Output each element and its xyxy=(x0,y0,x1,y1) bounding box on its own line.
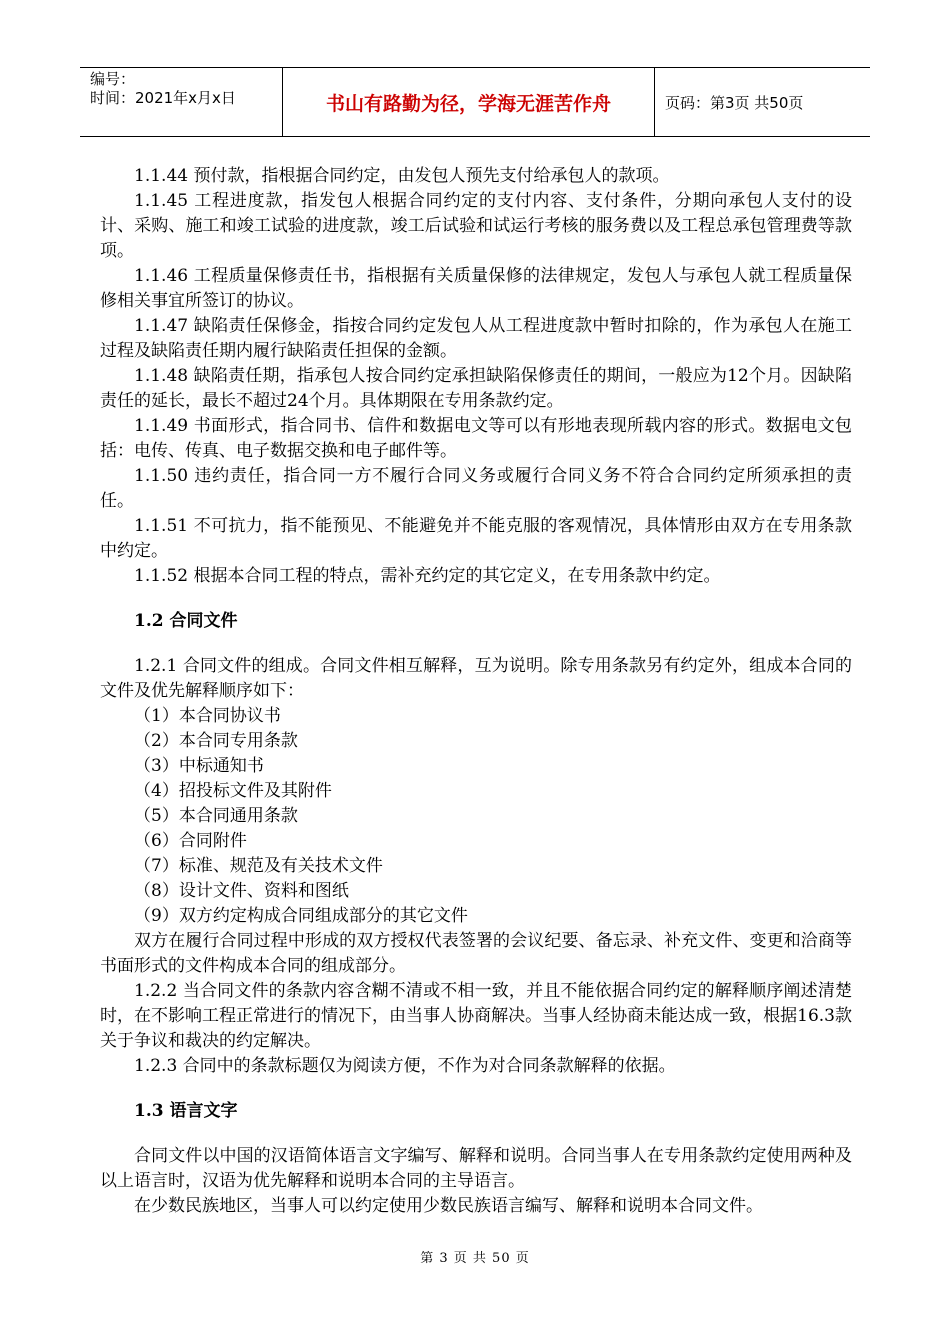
list-item: （4）招投标文件及其附件 xyxy=(134,781,332,801)
paragraph: 1.1.52 根据本合同工程的特点，需补充约定的其它定义，在专用条款中约定。 xyxy=(134,566,721,586)
paragraph: 1.2.3 合同中的条款标题仅为阅读方便，不作为对合同条款解释的依据。 xyxy=(134,1056,676,1076)
list-item: （9）双方约定构成合同组成部分的其它文件 xyxy=(134,906,468,926)
list-item: （8）设计文件、资料和图纸 xyxy=(134,881,349,901)
paragraph: 1.1.44 预付款，指根据合同约定，由发包人预先支付给承包人的款项。 xyxy=(134,166,670,186)
list-item: （1）本合同协议书 xyxy=(134,706,281,726)
list-item: （7）标准、规范及有关技术文件 xyxy=(134,856,383,876)
paragraph: 1.1.50 违约责任，指合同一方不履行合同义务或履行合同义务不符合合同约定所须承担的责任。 xyxy=(100,466,852,511)
page-footer: 第 3 页 共 50 页 xyxy=(420,1251,530,1266)
document-body xyxy=(100,164,852,1219)
paragraph: 1.1.45 工程进度款，指发包人根据合同约定的支付内容、支付条件，分期向承包人支付的设计、采购、施工和竣工试验的进度款，竣工后试验和试运行考核的服务费以及工程总承包管理费等款项。 xyxy=(100,191,852,261)
paragraph: 合同文件以中国的汉语简体语言文字编写、解释和说明。合同当事人在专用条款约定使用两种及以上语言时，汉语为优先解释和说明本合同的主导语言。 xyxy=(100,1146,852,1191)
section-heading: 1.2 合同文件 xyxy=(134,611,238,631)
paragraph: 1.1.49 书面形式，指合同书、信件和数据电文等可以有形地表现所载内容的形式。数据电文包括：电传、传真、电子数据交换和电子邮件等。 xyxy=(100,416,852,461)
paragraph: 1.2.1 合同文件的组成。合同文件相互解释，互为说明。除专用条款另有约定外，组成本合同的文件及优先解释顺序如下： xyxy=(100,656,852,701)
document-date-label: 时间：2021年x月x日 xyxy=(90,89,236,107)
header-motto: 书山有路勤为径，学海无涯苦作舟 xyxy=(283,68,655,136)
document-number-label: 编号： xyxy=(90,70,136,88)
paragraph: 双方在履行合同过程中形成的双方授权代表签署的会议纪要、备忘录、补充文件、变更和洽商等书面形式的文件构成本合同的组成部分。 xyxy=(100,931,852,976)
page-header xyxy=(80,67,870,137)
list-item: （3）中标通知书 xyxy=(134,756,264,776)
paragraph: 1.2.2 当合同文件的条款内容含糊不清或不相一致，并且不能依据合同约定的解释顺序阐述清楚时，在不影响工程正常进行的情况下，由当事人协商解决。当事人经协商未能达成一致，根据16.3款关于争议和裁决的约定解决。 xyxy=(100,981,852,1051)
paragraph: 1.1.51 不可抗力，指不能预见、不能避免并不能克服的客观情况，具体情形由双方在专用条款中约定。 xyxy=(100,516,852,561)
header-info-cell xyxy=(80,68,283,136)
list-item: （5）本合同通用条款 xyxy=(134,806,298,826)
section-heading: 1.3 语言文字 xyxy=(134,1101,238,1121)
list-item: （2）本合同专用条款 xyxy=(134,731,298,751)
paragraph: 1.1.47 缺陷责任保修金，指按合同约定发包人从工程进度款中暂时扣除的，作为承包人在施工过程及缺陷责任期内履行缺陷责任担保的金额。 xyxy=(100,316,852,361)
paragraph: 在少数民族地区，当事人可以约定使用少数民族语言编写、解释和说明本合同文件。 xyxy=(134,1196,763,1216)
header-page-label: 页码：第3页 共50页 xyxy=(665,93,804,112)
paragraph: 1.1.46 工程质量保修责任书，指根据有关质量保修的法律规定，发包人与承包人就工程质量保修相关事宜所签订的协议。 xyxy=(100,266,852,311)
list-item: （6）合同附件 xyxy=(134,831,247,851)
paragraph: 1.1.48 缺陷责任期，指承包人按合同约定承担缺陷保修责任的期间，一般应为12个月。因缺陷责任的延长，最长不超过24个月。具体期限在专用条款约定。 xyxy=(100,366,852,411)
